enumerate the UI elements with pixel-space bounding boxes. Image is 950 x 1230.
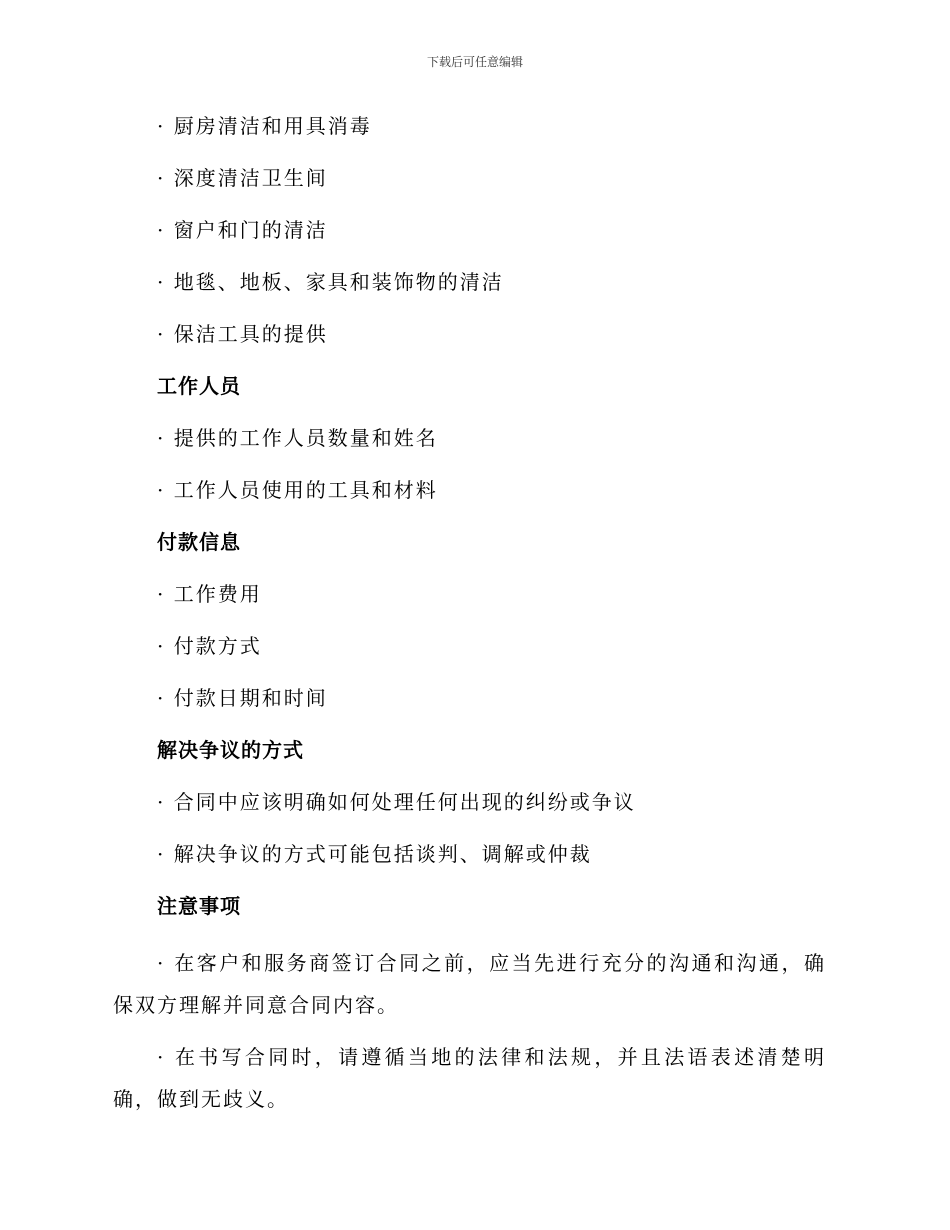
bullet-dispute-methods: · 解决争议的方式可能包括谈判、调解或仲裁 — [157, 842, 592, 866]
heading-staff: 工作人员 — [157, 374, 241, 398]
bullet-payment-date: · 付款日期和时间 — [157, 686, 328, 710]
bullet-payment-fee: · 工作费用 — [157, 582, 262, 606]
page-header: 下载后可任意编辑 — [426, 55, 523, 69]
bullet-carpet-floor-cleaning: · 地毯、地板、家具和装饰物的清洁 — [157, 270, 504, 294]
bullet-dispute-handling: · 合同中应该明确如何处理任何出现的纠纷或争议 — [157, 790, 636, 814]
bullet-window-door-cleaning: · 窗户和门的清洁 — [157, 218, 328, 242]
heading-dispute: 解决争议的方式 — [157, 738, 304, 762]
bullet-bathroom-cleaning: · 深度清洁卫生间 — [157, 166, 328, 190]
document-body — [113, 110, 826, 1130]
bullet-staff-count: · 提供的工作人员数量和姓名 — [157, 426, 438, 450]
bullet-kitchen-cleaning: · 厨房清洁和用具消毒 — [157, 114, 372, 138]
heading-payment: 付款信息 — [157, 530, 241, 554]
heading-notes: 注意事项 — [157, 894, 241, 918]
paragraph-notes-communication: · 在客户和服务商签订合同之前，应当先进行充分的沟通和沟通，确保双方理解并同意合同内容。 — [113, 951, 826, 1017]
bullet-payment-method: · 付款方式 — [157, 634, 262, 658]
paragraph-notes-legal: · 在书写合同时，请遵循当地的法律和法规，并且法语表述清楚明确，做到无歧义。 — [113, 1045, 826, 1111]
bullet-staff-tools: · 工作人员使用的工具和材料 — [157, 478, 438, 502]
bullet-tools-provision: · 保洁工具的提供 — [157, 322, 328, 346]
